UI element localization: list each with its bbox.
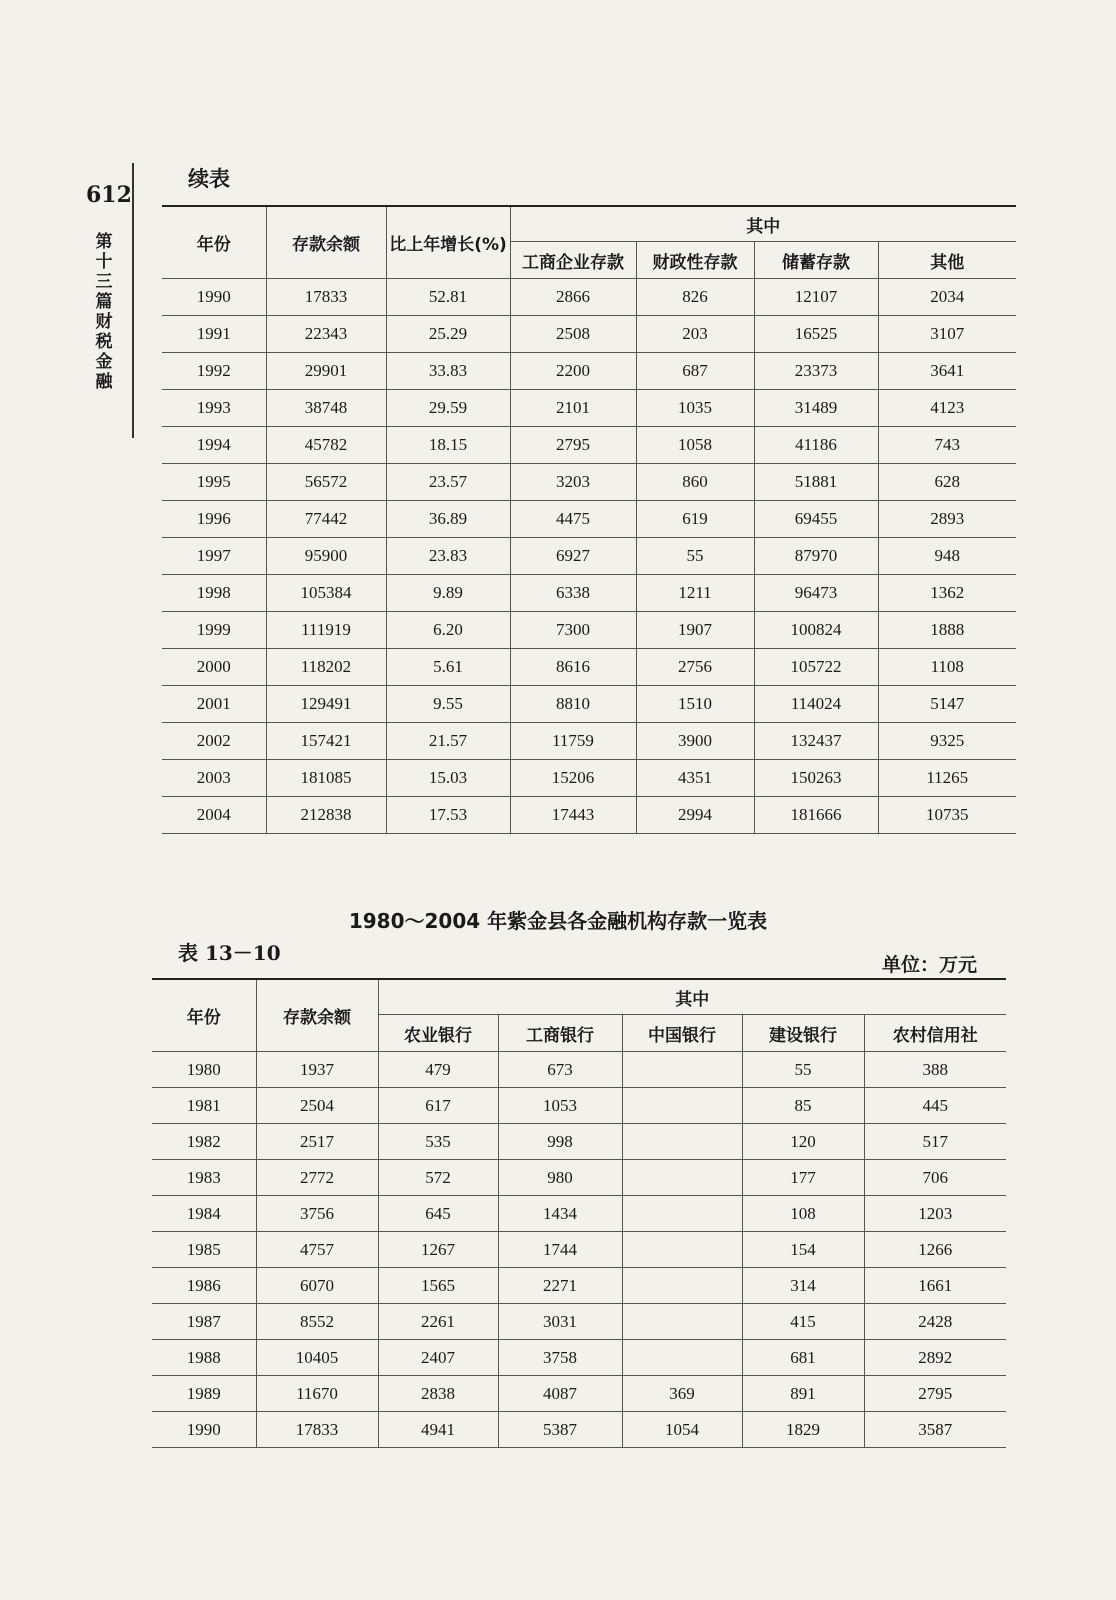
value-cell: 51881 (754, 464, 878, 501)
table-row (152, 1340, 1006, 1376)
value-cell (622, 1088, 742, 1124)
value-cell: 69455 (754, 501, 878, 538)
value-cell (622, 1160, 742, 1196)
value-cell: 10735 (878, 797, 1016, 834)
year-cell: 2003 (162, 760, 266, 797)
table-row (152, 1376, 1006, 1412)
value-cell: 445 (864, 1088, 1006, 1124)
value-cell: 17.53 (386, 797, 510, 834)
value-cell: 2866 (510, 279, 636, 316)
table-row (162, 427, 1016, 464)
year-cell: 2001 (162, 686, 266, 723)
header-growth: 比上年增长(%) (386, 206, 510, 279)
table-row (162, 575, 1016, 612)
value-cell: 1266 (864, 1232, 1006, 1268)
value-cell: 948 (878, 538, 1016, 575)
value-cell: 572 (378, 1160, 498, 1196)
table-row (152, 1232, 1006, 1268)
year-cell: 1983 (152, 1160, 256, 1196)
value-cell: 105384 (266, 575, 386, 612)
value-cell: 6927 (510, 538, 636, 575)
value-cell: 2101 (510, 390, 636, 427)
value-cell: 1937 (256, 1052, 378, 1088)
value-cell: 619 (636, 501, 754, 538)
value-cell: 1829 (742, 1412, 864, 1448)
value-cell: 2994 (636, 797, 754, 834)
value-cell: 1108 (878, 649, 1016, 686)
value-cell: 8810 (510, 686, 636, 723)
value-cell: 2428 (864, 1304, 1006, 1340)
table2-title: 1980～2004 年紫金县各金融机构存款一览表 (348, 909, 768, 933)
value-cell: 4351 (636, 760, 754, 797)
subheader-cell: 其他 (878, 242, 1016, 279)
header-year: 年份 (162, 206, 266, 279)
value-cell: 388 (864, 1052, 1006, 1088)
table-row (152, 1304, 1006, 1340)
table-row (162, 760, 1016, 797)
value-cell: 25.29 (386, 316, 510, 353)
value-cell: 314 (742, 1268, 864, 1304)
value-cell: 21.57 (386, 723, 510, 760)
table-row (152, 1124, 1006, 1160)
value-cell: 617 (378, 1088, 498, 1124)
value-cell: 181085 (266, 760, 386, 797)
value-cell: 673 (498, 1052, 622, 1088)
value-cell: 15206 (510, 760, 636, 797)
value-cell: 36.89 (386, 501, 510, 538)
year-cell: 1994 (162, 427, 266, 464)
value-cell: 645 (378, 1196, 498, 1232)
header-year: 年份 (152, 979, 256, 1052)
page-number: 612 (86, 182, 132, 208)
year-cell: 1996 (162, 501, 266, 538)
value-cell: 2271 (498, 1268, 622, 1304)
value-cell: 157421 (266, 723, 386, 760)
value-cell: 10405 (256, 1340, 378, 1376)
year-cell: 1989 (152, 1376, 256, 1412)
header-group: 其中 (510, 206, 1016, 242)
value-cell: 31489 (754, 390, 878, 427)
value-cell: 105722 (754, 649, 878, 686)
table-row (152, 1412, 1006, 1448)
year-cell: 1980 (152, 1052, 256, 1088)
value-cell: 2772 (256, 1160, 378, 1196)
table-row (162, 390, 1016, 427)
value-cell: 8616 (510, 649, 636, 686)
value-cell: 2892 (864, 1340, 1006, 1376)
value-cell: 3031 (498, 1304, 622, 1340)
table-row (152, 1160, 1006, 1196)
table2-number: 表 13－10 (178, 941, 281, 965)
table-row (162, 538, 1016, 575)
section-side-label: 第十三篇 财税 金融 (95, 232, 113, 392)
subheader-cell: 工商银行 (498, 1015, 622, 1052)
subheader-cell: 建设银行 (742, 1015, 864, 1052)
value-cell: 2200 (510, 353, 636, 390)
table1-caption: 续表 (188, 166, 230, 191)
value-cell: 1211 (636, 575, 754, 612)
value-cell: 980 (498, 1160, 622, 1196)
value-cell: 154 (742, 1232, 864, 1268)
value-cell: 15.03 (386, 760, 510, 797)
value-cell: 998 (498, 1124, 622, 1160)
value-cell: 415 (742, 1304, 864, 1340)
year-cell: 1990 (152, 1412, 256, 1448)
table2-body (152, 1052, 1006, 1448)
value-cell (622, 1196, 742, 1232)
value-cell (622, 1304, 742, 1340)
header-balance: 存款余额 (256, 979, 378, 1052)
table-row (162, 501, 1016, 538)
table-row (162, 797, 1016, 834)
table-row (152, 1088, 1006, 1124)
subheader-cell: 财政性存款 (636, 242, 754, 279)
value-cell: 96473 (754, 575, 878, 612)
value-cell: 1888 (878, 612, 1016, 649)
value-cell: 3758 (498, 1340, 622, 1376)
year-cell: 1995 (162, 464, 266, 501)
table-row (162, 279, 1016, 316)
value-cell: 77442 (266, 501, 386, 538)
value-cell: 517 (864, 1124, 1006, 1160)
value-cell: 33.83 (386, 353, 510, 390)
institution-deposit-table (152, 978, 1006, 1448)
value-cell: 11759 (510, 723, 636, 760)
value-cell: 3756 (256, 1196, 378, 1232)
subheader-cell: 农业银行 (378, 1015, 498, 1052)
value-cell: 2504 (256, 1088, 378, 1124)
side-divider (132, 163, 134, 438)
value-cell: 535 (378, 1124, 498, 1160)
table-row (162, 464, 1016, 501)
table-row (162, 723, 1016, 760)
table-row (152, 1268, 1006, 1304)
value-cell: 2795 (510, 427, 636, 464)
table-row (152, 1196, 1006, 1232)
value-cell: 203 (636, 316, 754, 353)
value-cell: 2517 (256, 1124, 378, 1160)
year-cell: 1997 (162, 538, 266, 575)
value-cell: 1058 (636, 427, 754, 464)
value-cell: 1362 (878, 575, 1016, 612)
value-cell: 41186 (754, 427, 878, 464)
value-cell: 2508 (510, 316, 636, 353)
value-cell: 95900 (266, 538, 386, 575)
value-cell: 111919 (266, 612, 386, 649)
value-cell: 56572 (266, 464, 386, 501)
value-cell (622, 1268, 742, 1304)
value-cell: 132437 (754, 723, 878, 760)
value-cell: 4757 (256, 1232, 378, 1268)
year-cell: 1984 (152, 1196, 256, 1232)
year-cell: 2002 (162, 723, 266, 760)
value-cell: 2407 (378, 1340, 498, 1376)
value-cell: 706 (864, 1160, 1006, 1196)
table-row (162, 316, 1016, 353)
year-cell: 1999 (162, 612, 266, 649)
value-cell: 5387 (498, 1412, 622, 1448)
value-cell: 628 (878, 464, 1016, 501)
value-cell: 2893 (878, 501, 1016, 538)
subheader-cell: 储蓄存款 (754, 242, 878, 279)
year-cell: 2004 (162, 797, 266, 834)
value-cell: 9.89 (386, 575, 510, 612)
value-cell: 1053 (498, 1088, 622, 1124)
value-cell: 114024 (754, 686, 878, 723)
value-cell: 3641 (878, 353, 1016, 390)
value-cell: 212838 (266, 797, 386, 834)
value-cell: 5147 (878, 686, 1016, 723)
value-cell: 11670 (256, 1376, 378, 1412)
value-cell: 2261 (378, 1304, 498, 1340)
value-cell: 23.57 (386, 464, 510, 501)
value-cell: 6070 (256, 1268, 378, 1304)
value-cell: 860 (636, 464, 754, 501)
year-cell: 1988 (152, 1340, 256, 1376)
value-cell: 150263 (754, 760, 878, 797)
subheader-cell: 工商企业存款 (510, 242, 636, 279)
value-cell (622, 1124, 742, 1160)
value-cell: 3203 (510, 464, 636, 501)
value-cell: 1203 (864, 1196, 1006, 1232)
value-cell: 3900 (636, 723, 754, 760)
value-cell: 12107 (754, 279, 878, 316)
value-cell: 45782 (266, 427, 386, 464)
value-cell: 23373 (754, 353, 878, 390)
value-cell: 52.81 (386, 279, 510, 316)
value-cell: 891 (742, 1376, 864, 1412)
year-cell: 1991 (162, 316, 266, 353)
value-cell: 687 (636, 353, 754, 390)
table-row (152, 1052, 1006, 1088)
value-cell: 479 (378, 1052, 498, 1088)
year-cell: 1993 (162, 390, 266, 427)
table-row (162, 612, 1016, 649)
value-cell: 11265 (878, 760, 1016, 797)
value-cell: 3107 (878, 316, 1016, 353)
table-row (162, 649, 1016, 686)
table1-body (162, 279, 1016, 834)
value-cell: 87970 (754, 538, 878, 575)
year-cell: 1987 (152, 1304, 256, 1340)
value-cell: 1434 (498, 1196, 622, 1232)
value-cell: 100824 (754, 612, 878, 649)
value-cell: 38748 (266, 390, 386, 427)
value-cell: 177 (742, 1160, 864, 1196)
value-cell: 55 (636, 538, 754, 575)
value-cell (622, 1052, 742, 1088)
value-cell: 181666 (754, 797, 878, 834)
value-cell: 120 (742, 1124, 864, 1160)
value-cell: 1035 (636, 390, 754, 427)
value-cell: 6338 (510, 575, 636, 612)
year-cell: 1990 (162, 279, 266, 316)
value-cell: 16525 (754, 316, 878, 353)
value-cell: 681 (742, 1340, 864, 1376)
deposit-table-continued (162, 205, 1016, 834)
table-row (162, 686, 1016, 723)
value-cell: 118202 (266, 649, 386, 686)
table2-unit: 单位：万元 (882, 954, 978, 976)
value-cell: 743 (878, 427, 1016, 464)
year-cell: 1992 (162, 353, 266, 390)
value-cell: 23.83 (386, 538, 510, 575)
subheader-cell: 中国银行 (622, 1015, 742, 1052)
header-group: 其中 (378, 979, 1006, 1015)
value-cell: 4123 (878, 390, 1016, 427)
value-cell: 17833 (266, 279, 386, 316)
value-cell: 2034 (878, 279, 1016, 316)
year-cell: 1985 (152, 1232, 256, 1268)
value-cell: 2756 (636, 649, 754, 686)
value-cell: 22343 (266, 316, 386, 353)
value-cell: 1054 (622, 1412, 742, 1448)
value-cell: 2795 (864, 1376, 1006, 1412)
subheader-cell: 农村信用社 (864, 1015, 1006, 1052)
value-cell: 1744 (498, 1232, 622, 1268)
year-cell: 1982 (152, 1124, 256, 1160)
value-cell: 129491 (266, 686, 386, 723)
value-cell: 17833 (256, 1412, 378, 1448)
value-cell (622, 1340, 742, 1376)
year-cell: 2000 (162, 649, 266, 686)
value-cell: 1267 (378, 1232, 498, 1268)
value-cell: 85 (742, 1088, 864, 1124)
value-cell: 369 (622, 1376, 742, 1412)
value-cell: 7300 (510, 612, 636, 649)
value-cell: 1907 (636, 612, 754, 649)
value-cell: 826 (636, 279, 754, 316)
value-cell: 55 (742, 1052, 864, 1088)
table-row (162, 353, 1016, 390)
value-cell: 6.20 (386, 612, 510, 649)
value-cell: 8552 (256, 1304, 378, 1340)
value-cell: 9325 (878, 723, 1016, 760)
value-cell: 18.15 (386, 427, 510, 464)
value-cell: 4475 (510, 501, 636, 538)
year-cell: 1998 (162, 575, 266, 612)
value-cell: 5.61 (386, 649, 510, 686)
value-cell: 29901 (266, 353, 386, 390)
value-cell: 17443 (510, 797, 636, 834)
value-cell: 2838 (378, 1376, 498, 1412)
value-cell: 29.59 (386, 390, 510, 427)
value-cell: 1565 (378, 1268, 498, 1304)
year-cell: 1986 (152, 1268, 256, 1304)
value-cell (622, 1232, 742, 1268)
value-cell: 3587 (864, 1412, 1006, 1448)
header-balance: 存款余额 (266, 206, 386, 279)
value-cell: 9.55 (386, 686, 510, 723)
value-cell: 108 (742, 1196, 864, 1232)
year-cell: 1981 (152, 1088, 256, 1124)
value-cell: 4087 (498, 1376, 622, 1412)
value-cell: 1661 (864, 1268, 1006, 1304)
value-cell: 4941 (378, 1412, 498, 1448)
value-cell: 1510 (636, 686, 754, 723)
